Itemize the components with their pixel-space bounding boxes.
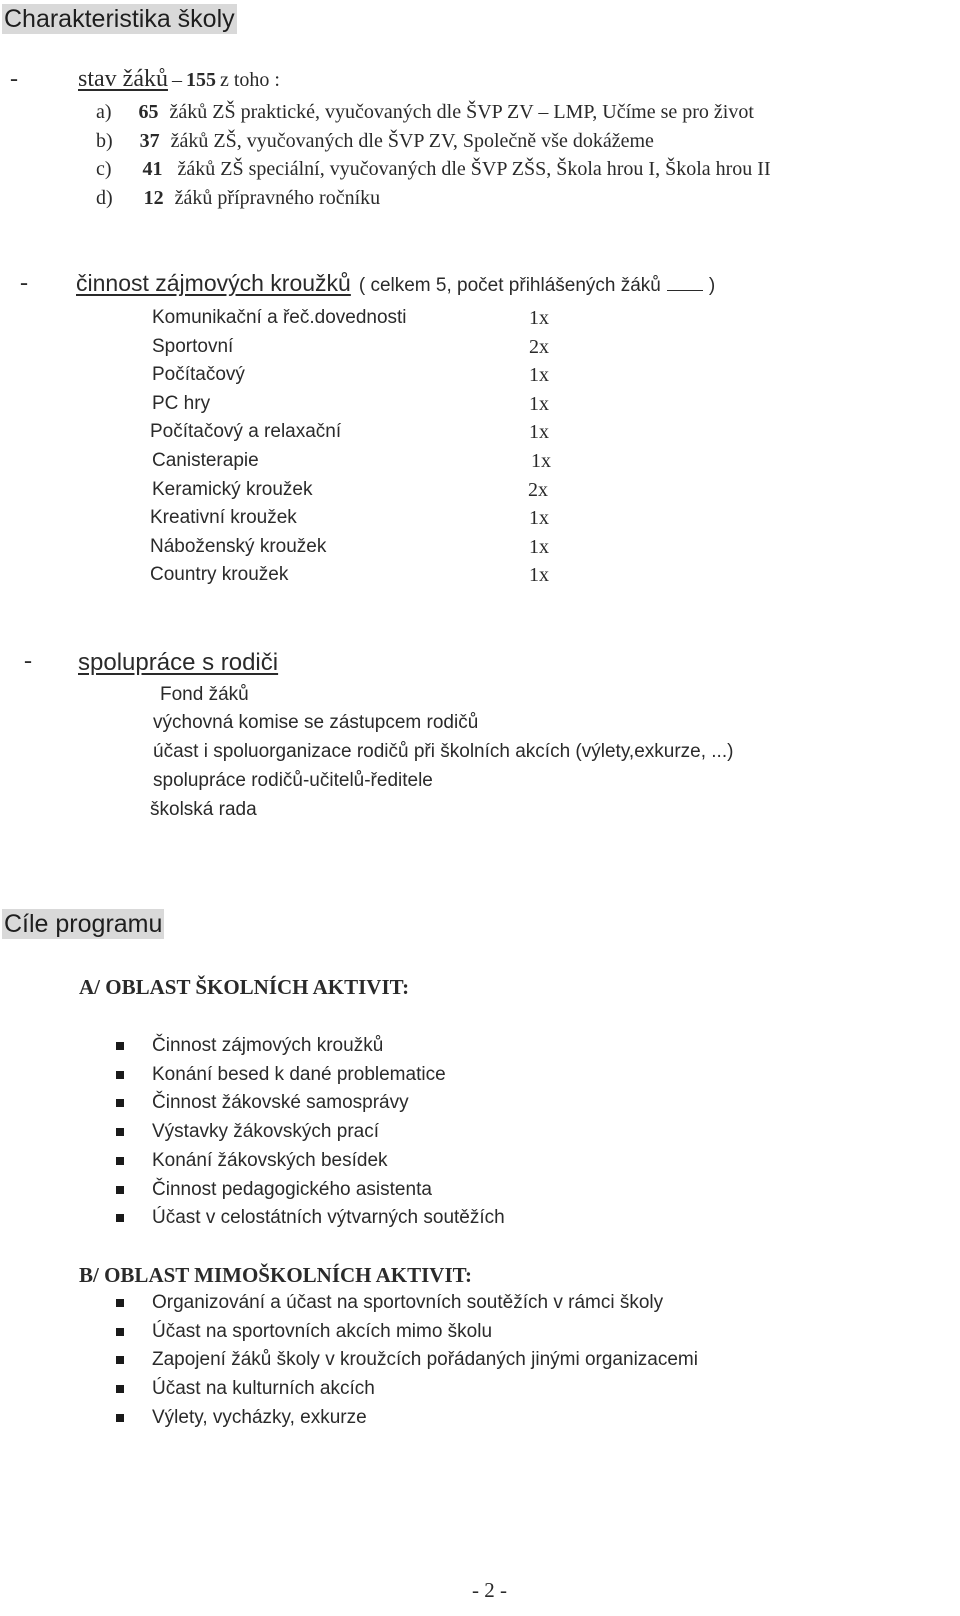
krouzek-name: Keramický kroužek [152, 478, 313, 500]
stav-suffix: z toho : [219, 69, 280, 91]
krouzek-count: 2x [529, 335, 549, 358]
krouzky-title: činnost zájmových kroužků [76, 270, 351, 296]
square-bullet-icon [116, 1328, 124, 1336]
krouzek-count: 1x [529, 564, 549, 587]
spoluprace-title: spolupráce s rodiči [78, 649, 279, 676]
list-item: Zapojení žáků školy v kroužcích pořádaných jinými organizacemi [152, 1349, 698, 1371]
krouzek-count: 1x [529, 364, 549, 387]
list-dash: - [20, 270, 28, 296]
stav-item [96, 100, 754, 124]
krouzek-name: Country kroužek [150, 564, 289, 586]
square-bullet-icon [116, 1042, 124, 1050]
spoluprace-item: Fond žáků [160, 684, 249, 705]
oblast-b-title: B/ OBLAST MIMOŠKOLNÍCH AKTIVIT: [79, 1263, 473, 1287]
square-bullet-icon [116, 1071, 124, 1079]
krouzek-count: 1x [531, 450, 551, 472]
list-item: Účast v celostátních výtvarných soutěžích [152, 1207, 505, 1229]
square-bullet-icon [116, 1128, 124, 1136]
square-bullet-icon [116, 1186, 124, 1194]
item-letter: c) [96, 158, 112, 180]
section-heading-charakteristika: Charakteristika školy [4, 5, 235, 33]
item-text: žáků přípravného ročníku [174, 187, 381, 209]
square-bullet-icon [116, 1157, 124, 1165]
krouzek-count: 1x [529, 421, 549, 444]
list-item: Výlety, vycházky, exkurze [152, 1406, 367, 1428]
stav-item [96, 129, 654, 153]
list-dash: - [24, 648, 32, 674]
oblast-a-title: A/ OBLAST ŠKOLNÍCH AKTIVIT: [79, 975, 410, 999]
square-bullet-icon [116, 1414, 124, 1422]
krouzek-count: 2x [528, 478, 548, 501]
krouzek-name: Počítačový [152, 364, 245, 386]
list-item: Účast na sportovních akcích mimo školu [152, 1320, 493, 1342]
list-item: Konání žákovských besídek [152, 1149, 388, 1171]
page-number: - 2 - [472, 1578, 507, 1602]
krouzky-line [76, 270, 715, 298]
krouzek-count: 1x [529, 535, 549, 558]
item-letter: a) [96, 101, 112, 123]
list-item: Činnost pedagogického asistenta [152, 1178, 432, 1200]
item-text: žáků ZŠ speciální, vyučovaných dle ŠVP ZŠS, Škola hrou I, Škola hrou II [177, 158, 771, 180]
item-text: žáků ZŠ, vyučovaných dle ŠVP ZV, Společně vše dokážeme [170, 130, 654, 152]
spoluprace-item: účast i spoluorganizace rodičů při školních akcích (výlety,exkurze, ...) [153, 741, 734, 762]
item-number: 37 [139, 130, 160, 152]
stav-line [78, 66, 280, 93]
list-item: Konání besed k dané problematice [152, 1063, 446, 1085]
krouzek-count: 1x [529, 507, 549, 530]
list-item: Účast na kulturních akcích [152, 1378, 375, 1400]
section-heading-cile: Cíle programu [4, 910, 163, 938]
list-dash: - [10, 66, 18, 92]
stav-count: 155 [185, 69, 216, 91]
stav-item [96, 186, 380, 210]
krouzek-name: Počítačový a relaxační [150, 421, 342, 443]
spoluprace-item: spolupráce rodičů-učitelů-ředitele [153, 770, 433, 791]
square-bullet-icon [116, 1385, 124, 1393]
krouzky-note-close: ) [708, 275, 716, 296]
square-bullet-icon [116, 1214, 124, 1222]
krouzek-name: Náboženský kroužek [150, 535, 327, 557]
list-item: Činnost žákovské samosprávy [152, 1092, 409, 1114]
item-number: 65 [138, 101, 159, 123]
item-letter: d) [96, 187, 113, 209]
krouzek-name: Sportovní [152, 335, 234, 357]
krouzky-note: ( celkem 5, počet přihlášených žáků [358, 275, 661, 296]
item-number: 12 [143, 187, 164, 209]
krouzek-count: 1x [529, 307, 549, 329]
krouzek-name: Canisterapie [152, 450, 259, 471]
krouzek-name: PC hry [152, 392, 211, 414]
stav-sep: – [171, 69, 182, 91]
spoluprace-item: školská rada [150, 799, 257, 820]
krouzek-count: 1x [529, 392, 549, 415]
square-bullet-icon [116, 1299, 124, 1307]
square-bullet-icon [116, 1099, 124, 1107]
stav-item [96, 157, 771, 181]
blank-field [667, 274, 703, 291]
list-item: Činnost zájmových kroužků [152, 1035, 384, 1056]
stav-title: stav žáků [78, 66, 168, 92]
spoluprace-item: výchovná komise se zástupcem rodičů [153, 712, 479, 733]
list-item: Organizování a účast na sportovních soutěžích v rámci školy [152, 1292, 664, 1313]
list-item: Výstavky žákovských prací [152, 1121, 380, 1143]
square-bullet-icon [116, 1356, 124, 1364]
item-number: 41 [142, 158, 163, 180]
krouzek-name: Komunikační a řeč.dovednosti [152, 307, 407, 328]
item-letter: b) [96, 130, 113, 152]
krouzek-name: Kreativní kroužek [150, 507, 297, 529]
item-text: žáků ZŠ praktické, vyučovaných dle ŠVP ZV – LMP, Učíme se pro život [169, 101, 754, 123]
